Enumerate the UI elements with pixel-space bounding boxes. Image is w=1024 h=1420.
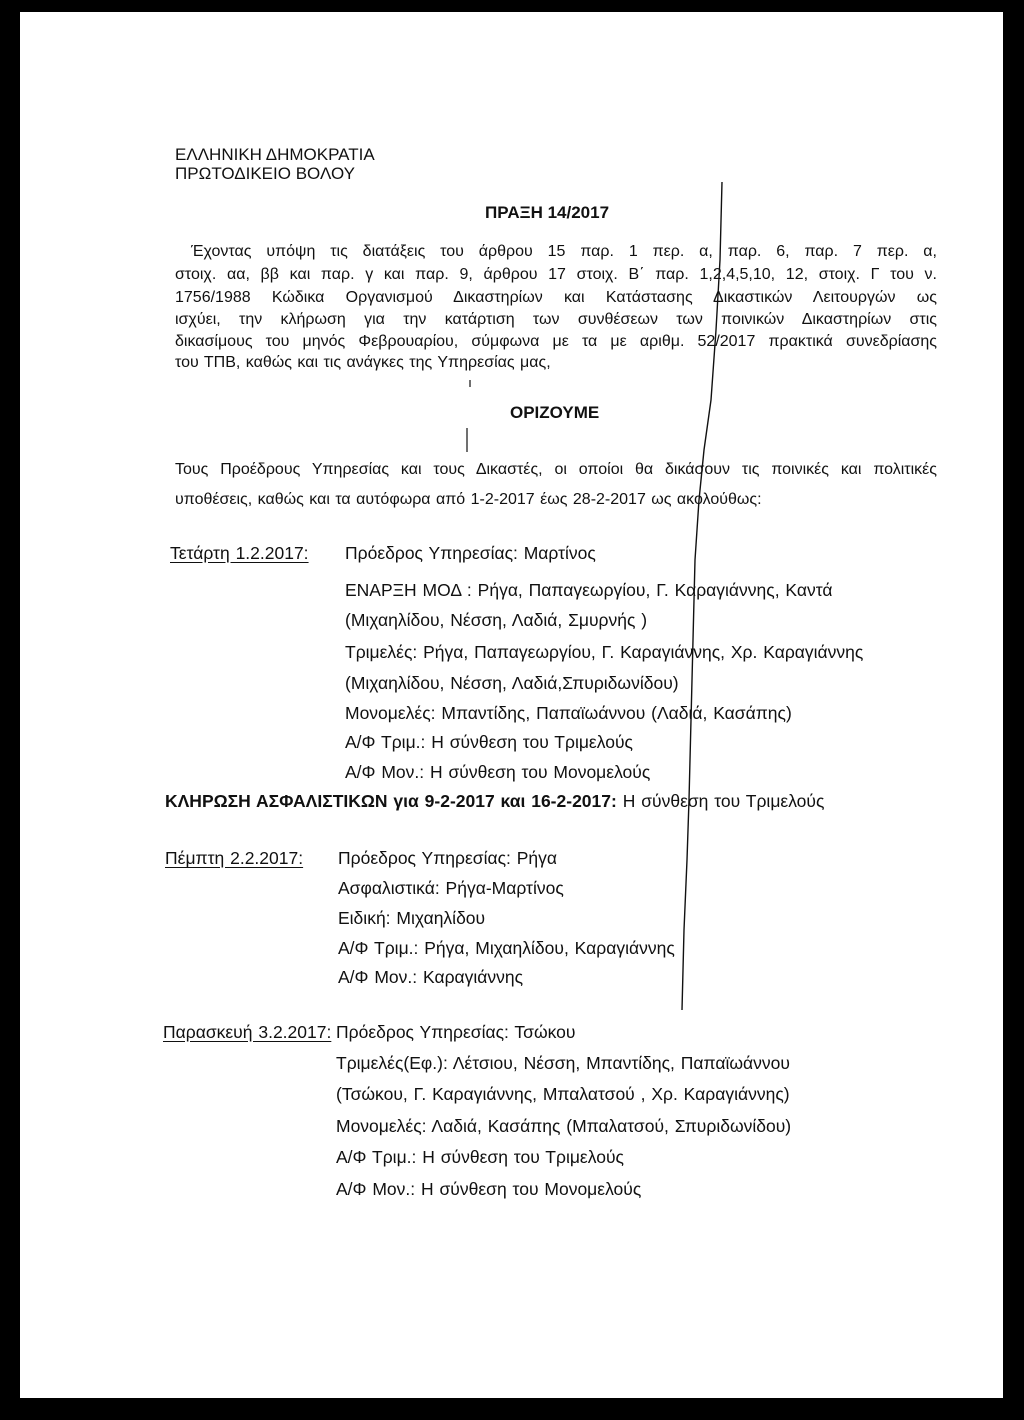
day-label: Παρασκευή 3.2.2017: bbox=[163, 1022, 332, 1042]
intro-line: υποθέσεις, καθώς και τα αυτόφωρα από 1-2-2017 έως 28-2-2017 ως ακολούθως: bbox=[175, 491, 762, 508]
country-heading: ΕΛΛΗΝΙΚΗ ΔΗΜΟΚΡΑΤΙΑ bbox=[175, 145, 375, 164]
scan-border-top bbox=[0, 0, 1024, 12]
insurance-draw-line bbox=[165, 791, 824, 811]
schedule-entry: (Τσώκου, Γ. Καραγιάννης, Μπαλατσού , Χρ. Καραγιάννης) bbox=[336, 1084, 790, 1104]
preamble-line: ισχύει, την κλήρωση για την κατάρτιση των συνθέσεων των ποινικών Δικαστηρίων στις bbox=[175, 311, 937, 328]
schedule-entry: Πρόεδρος Υπηρεσίας: Τσώκου bbox=[336, 1022, 576, 1042]
scan-border-bottom bbox=[0, 1398, 1024, 1420]
scan-border-left bbox=[0, 0, 20, 1420]
scan-border-right bbox=[1003, 0, 1024, 1420]
schedule-entry: Α/Φ Μον.: Καραγιάννης bbox=[338, 967, 524, 987]
schedule-entry: Α/Φ Τριμ.: Η σύνθεση του Τριμελούς bbox=[336, 1147, 624, 1167]
schedule-entry: Μονομελές: Λαδιά, Κασάπης (Μπαλατσού, Σπυριδωνίδου) bbox=[336, 1116, 792, 1136]
schedule-entry: ΕΝΑΡΞΗ ΜΟΔ : Ρήγα, Παπαγεωργίου, Γ. Καραγιάννης, Καντά bbox=[345, 580, 833, 600]
preamble-line: του ΤΠΒ, καθώς και τις ανάγκες της Υπηρεσίας μας, bbox=[175, 354, 551, 371]
preamble-line: 1756/1988 Κώδικα Οργανισμού Δικαστηρίων και Κατάστασης Δικαστικών Λειτουργών ως bbox=[175, 289, 937, 306]
schedule-entry: Α/Φ Μον.: Η σύνθεση του Μονομελούς bbox=[345, 762, 651, 782]
schedule-entry: Α/Φ Τριμ.: Ρήγα, Μιχαηλίδου, Καραγιάννης bbox=[338, 938, 675, 958]
schedule-entry: Πρόεδρος Υπηρεσίας: Ρήγα bbox=[338, 848, 558, 868]
schedule-entry: Τριμελές(Εφ.): Λέτσιου, Νέσση, Μπαντίδης, Παπαϊωάννου bbox=[336, 1053, 790, 1073]
day-label: Πέμπτη 2.2.2017: bbox=[165, 848, 304, 868]
act-title: ΠΡΑΞΗ 14/2017 bbox=[485, 203, 610, 222]
intro-line: Τους Προέδρους Υπηρεσίας και τους Δικαστές, οι οποίοι θα δικάσουν τις ποινικές και πολιτικές bbox=[175, 461, 937, 478]
schedule-entry: Πρόεδρος Υπηρεσίας: Μαρτίνος bbox=[345, 543, 596, 563]
preamble-line: δικασίμους του μηνός Φεβρουαρίου, σύμφωνα με τα με αριθμ. 52/2017 πρακτικά συνεδρίασης bbox=[175, 333, 937, 350]
schedule-entry: (Μιχαηλίδου, Νέσση, Λαδιά,Σπυριδωνίδου) bbox=[345, 673, 679, 693]
schedule-entry: (Μιχαηλίδου, Νέσση, Λαδιά, Σμυρνής ) bbox=[345, 610, 648, 630]
schedule-entry: Ειδική: Μιχαηλίδου bbox=[338, 908, 486, 928]
court-heading: ΠΡΩΤΟΔΙΚΕΙΟ ΒΟΛΟΥ bbox=[175, 164, 355, 183]
schedule-entry: Μονομελές: Μπαντίδης, Παπαϊωάννου (Λαδιά, Κασάπης) bbox=[345, 703, 792, 723]
decision-heading: ΟΡΙΖΟΥΜΕ bbox=[510, 403, 600, 422]
day-label: Τετάρτη 1.2.2017: bbox=[170, 543, 309, 563]
preamble-line: Έχοντας υπόψη τις διατάξεις του άρθρου 15 παρ. 1 περ. α, παρ. 6, παρ. 7 περ. α, bbox=[191, 243, 937, 260]
insurance-draw-value: Η σύνθεση του Τριμελούς bbox=[622, 791, 825, 811]
insurance-draw-label: ΚΛΗΡΩΣΗ ΑΣΦΑΛΙΣΤΙΚΩΝ για 9-2-2017 και 16-2-2017: bbox=[165, 791, 617, 811]
schedule-entry: Α/Φ Μον.: Η σύνθεση του Μονομελούς bbox=[336, 1179, 642, 1199]
schedule-entry: Τριμελές: Ρήγα, Παπαγεωργίου, Γ. Καραγιάννης, Χρ. Καραγιάννης bbox=[345, 642, 864, 662]
schedule-entry: Α/Φ Τριμ.: Η σύνθεση του Τριμελούς bbox=[345, 732, 633, 752]
schedule-entry: Ασφαλιστικά: Ρήγα-Μαρτίνος bbox=[338, 878, 564, 898]
preamble-line: στοιχ. αα, ββ και παρ. γ και παρ. 9, άρθρου 17 στοιχ. Β΄ παρ. 1,2,4,5,10, 12, στοιχ. Γ του ν. bbox=[175, 266, 937, 283]
